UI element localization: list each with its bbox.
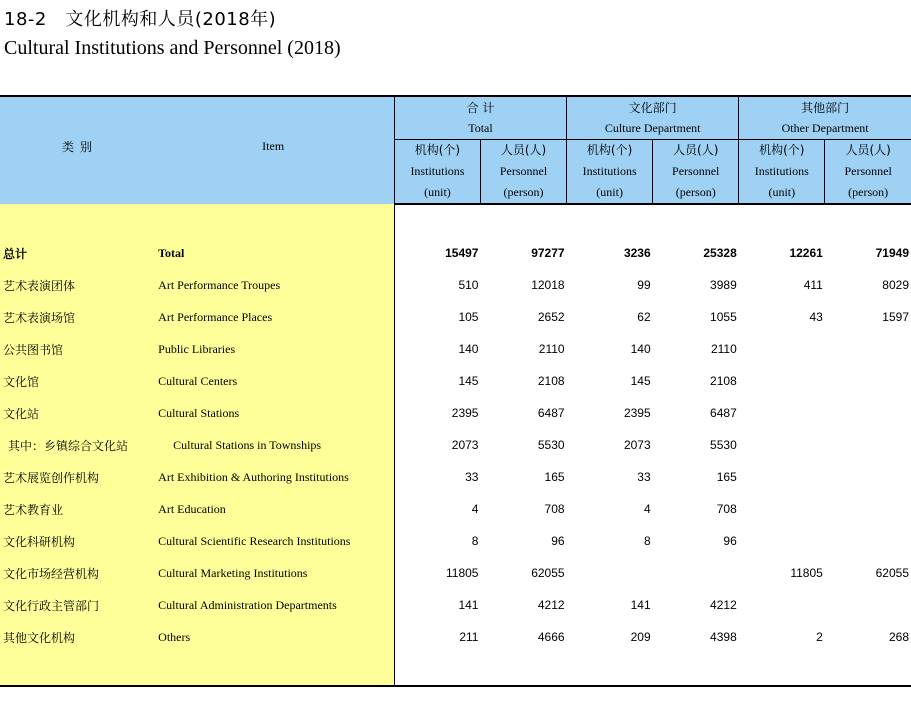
row-item: Art Performance Places xyxy=(154,301,394,333)
row-item: Total xyxy=(154,237,394,269)
header-personnel xyxy=(480,140,566,205)
cell-other-personnel: 8029 xyxy=(882,278,909,292)
row-category: 艺术表演团体 xyxy=(0,269,154,301)
table-header xyxy=(0,96,911,204)
row-item: Cultural Stations xyxy=(154,397,394,429)
cell-other-institutions: 2 xyxy=(816,630,823,644)
row-category: 文化行政主管部门 xyxy=(0,589,154,621)
header-personnel-en: Personnel xyxy=(672,164,720,178)
page-title-english: Cultural Institutions and Personnel (2018) xyxy=(4,37,341,59)
header-personnel-cn: 人员(人) xyxy=(673,143,719,157)
cell-total-personnel: 62055 xyxy=(531,566,565,580)
cell-total-institutions: 140 xyxy=(458,342,479,356)
cell-culture-institutions: 8 xyxy=(643,534,651,548)
cell-culture-personnel: 1055 xyxy=(710,310,737,324)
cell-culture-personnel: 2110 xyxy=(710,342,737,356)
row-item: Art Education xyxy=(154,493,394,525)
cell-total-personnel: 2652 xyxy=(537,310,565,324)
statistics-table-container xyxy=(0,95,911,687)
cell-total-institutions: 4 xyxy=(471,502,479,516)
cell-other-institutions xyxy=(739,429,825,461)
cell-other-personnel: 71949 xyxy=(875,246,909,260)
header-personnel-en: Personnel xyxy=(499,164,548,178)
spacer-row xyxy=(0,653,911,686)
cell-other-personnel: 62055 xyxy=(875,566,909,580)
table-row xyxy=(0,589,911,621)
row-category: 文化市场经营机构 xyxy=(0,557,154,589)
cell-culture-institutions: 141 xyxy=(630,598,651,612)
cell-other-personnel: 268 xyxy=(888,630,909,644)
cell-other-institutions: 411 xyxy=(803,278,823,292)
table-body xyxy=(0,204,911,686)
cell-culture-personnel: 2108 xyxy=(710,374,737,388)
cell-total-institutions: 2395 xyxy=(451,406,479,420)
header-institutions xyxy=(567,140,653,205)
cell-other-personnel xyxy=(825,493,911,525)
cell-other-institutions: 12261 xyxy=(789,246,823,260)
header-personnel-unit: (person) xyxy=(503,185,544,199)
cell-total-institutions: 141 xyxy=(458,598,479,612)
table-row xyxy=(0,397,911,429)
cell-total-institutions: 105 xyxy=(458,310,479,324)
cell-culture-institutions: 140 xyxy=(630,342,651,356)
table-row xyxy=(0,269,911,301)
row-category: 公共图书馆 xyxy=(0,333,154,365)
cell-other-institutions xyxy=(739,461,825,493)
cell-total-institutions: 510 xyxy=(458,278,479,292)
row-item: Others xyxy=(154,621,394,653)
table-row xyxy=(0,557,911,589)
cell-other-personnel: 1597 xyxy=(882,310,909,324)
cell-culture-personnel: 25328 xyxy=(703,246,737,260)
row-category: 总计 xyxy=(0,237,154,269)
cell-total-personnel: 2108 xyxy=(537,374,565,388)
cell-other-institutions xyxy=(739,397,825,429)
cell-total-institutions: 145 xyxy=(458,374,479,388)
cell-other-personnel xyxy=(825,525,911,557)
cell-other-institutions xyxy=(739,365,825,397)
cell-culture-institutions: 33 xyxy=(637,470,651,484)
cell-culture-personnel: 96 xyxy=(723,534,737,548)
header-category: 类别 xyxy=(0,96,154,204)
cell-other-institutions xyxy=(739,525,825,557)
row-item: Cultural Administration Departments xyxy=(154,589,394,621)
row-category: 艺术展览创作机构 xyxy=(0,461,154,493)
header-personnel-en: Personnel xyxy=(844,164,892,178)
row-category: 其中：乡镇综合文化站 xyxy=(0,429,154,461)
page-title-chinese: 18-2 文化机构和人员(2018年) xyxy=(4,9,277,30)
cell-other-personnel xyxy=(825,461,911,493)
cell-culture-personnel: 3989 xyxy=(710,278,737,292)
header-institutions-en: Institutions xyxy=(582,164,637,178)
row-item: Cultural Centers xyxy=(154,365,394,397)
row-item: Art Exhibition & Authoring Institutions xyxy=(154,461,394,493)
row-category: 其他文化机构 xyxy=(0,621,154,653)
header-personnel xyxy=(825,140,911,205)
cell-total-personnel: 97277 xyxy=(531,246,565,260)
cell-culture-personnel xyxy=(653,557,739,589)
table-row xyxy=(0,525,911,557)
cell-culture-personnel: 6487 xyxy=(710,406,737,420)
header-group-culture-dept-en: Culture Department xyxy=(604,121,701,135)
cell-total-personnel: 5530 xyxy=(537,438,565,452)
header-institutions-cn: 机构(个) xyxy=(586,143,633,157)
cell-culture-institutions: 209 xyxy=(630,630,651,644)
header-group-other-dept xyxy=(739,96,911,140)
cell-culture-institutions: 62 xyxy=(637,310,651,324)
row-category: 文化馆 xyxy=(0,365,154,397)
table-row xyxy=(0,333,911,365)
cell-total-personnel: 12018 xyxy=(531,278,565,292)
cell-total-institutions: 2073 xyxy=(451,438,479,452)
cell-other-personnel xyxy=(825,589,911,621)
header-institutions-unit: (unit) xyxy=(424,185,451,199)
cell-total-institutions: 33 xyxy=(465,470,479,484)
header-group-culture-dept-cn: 文化部门 xyxy=(628,101,677,115)
cell-other-institutions: 11805 xyxy=(790,566,823,580)
cell-total-institutions: 15497 xyxy=(445,246,479,260)
cell-culture-institutions xyxy=(567,557,653,589)
header-institutions xyxy=(394,140,480,205)
header-institutions xyxy=(739,140,825,205)
header-personnel xyxy=(653,140,739,205)
cell-other-personnel xyxy=(825,333,911,365)
cell-other-institutions xyxy=(739,333,825,365)
header-institutions-en: Institutions xyxy=(410,164,465,178)
row-category: 艺术教育业 xyxy=(0,493,154,525)
table-row xyxy=(0,461,911,493)
statistics-table xyxy=(0,95,911,687)
cell-culture-institutions: 2073 xyxy=(623,438,651,452)
header-group-other-dept-cn: 其他部门 xyxy=(801,101,850,115)
header-personnel-cn: 人员(人) xyxy=(845,143,891,157)
cell-culture-personnel: 5530 xyxy=(710,438,737,452)
table-row xyxy=(0,621,911,653)
header-group-total-en: Total xyxy=(468,121,493,135)
header-institutions-cn: 机构(个) xyxy=(414,143,461,157)
cell-other-institutions: 43 xyxy=(809,310,823,324)
cell-total-personnel: 6487 xyxy=(537,406,565,420)
table-row xyxy=(0,301,911,333)
header-institutions-cn: 机构(个) xyxy=(759,143,805,157)
header-institutions-unit: (unit) xyxy=(596,185,623,199)
row-item: Cultural Scientific Research Institutions xyxy=(154,525,394,557)
cell-other-institutions xyxy=(739,493,825,525)
table-row xyxy=(0,493,911,525)
cell-total-personnel: 4212 xyxy=(537,598,565,612)
header-group-culture-dept xyxy=(567,96,739,140)
cell-culture-institutions: 2395 xyxy=(623,406,651,420)
header-item: Item xyxy=(154,96,394,204)
header-personnel-cn: 人员(人) xyxy=(500,143,547,157)
cell-total-personnel: 4666 xyxy=(537,630,565,644)
row-item: Public Libraries xyxy=(154,333,394,365)
header-group-other-dept-en: Other Department xyxy=(781,121,869,135)
row-category: 艺术表演场馆 xyxy=(0,301,154,333)
row-category: 文化科研机构 xyxy=(0,525,154,557)
cell-culture-personnel: 708 xyxy=(716,502,737,516)
cell-other-institutions xyxy=(739,589,825,621)
table-row xyxy=(0,237,911,269)
header-group-total xyxy=(394,96,566,140)
header-institutions-unit: (unit) xyxy=(768,185,796,199)
header-personnel-unit: (person) xyxy=(675,185,716,199)
header-personnel-unit: (person) xyxy=(848,185,889,199)
cell-culture-institutions: 3236 xyxy=(623,246,651,260)
cell-total-personnel: 165 xyxy=(544,470,565,484)
cell-total-personnel: 2110 xyxy=(538,342,565,356)
row-item: Art Performance Troupes xyxy=(154,269,394,301)
table-row xyxy=(0,365,911,397)
cell-culture-institutions: 99 xyxy=(637,278,651,292)
cell-other-personnel xyxy=(825,397,911,429)
cell-culture-personnel: 165 xyxy=(716,470,737,484)
header-group-total-cn: 合 计 xyxy=(466,101,495,115)
cell-total-institutions: 8 xyxy=(471,534,479,548)
table-row xyxy=(0,429,911,461)
cell-culture-institutions: 145 xyxy=(630,374,651,388)
cell-total-institutions: 211 xyxy=(459,630,479,644)
cell-total-personnel: 708 xyxy=(544,502,565,516)
row-category: 文化站 xyxy=(0,397,154,429)
row-item: Cultural Marketing Institutions xyxy=(154,557,394,589)
cell-culture-personnel: 4398 xyxy=(710,630,737,644)
cell-total-institutions: 11805 xyxy=(446,566,479,580)
cell-other-personnel xyxy=(825,429,911,461)
cell-total-personnel: 96 xyxy=(551,534,565,548)
header-institutions-en: Institutions xyxy=(754,164,809,178)
row-item: Cultural Stations in Townships xyxy=(154,429,394,461)
spacer-row xyxy=(0,204,911,237)
cell-other-personnel xyxy=(825,365,911,397)
cell-culture-personnel: 4212 xyxy=(710,598,737,612)
cell-culture-institutions: 4 xyxy=(643,502,651,516)
